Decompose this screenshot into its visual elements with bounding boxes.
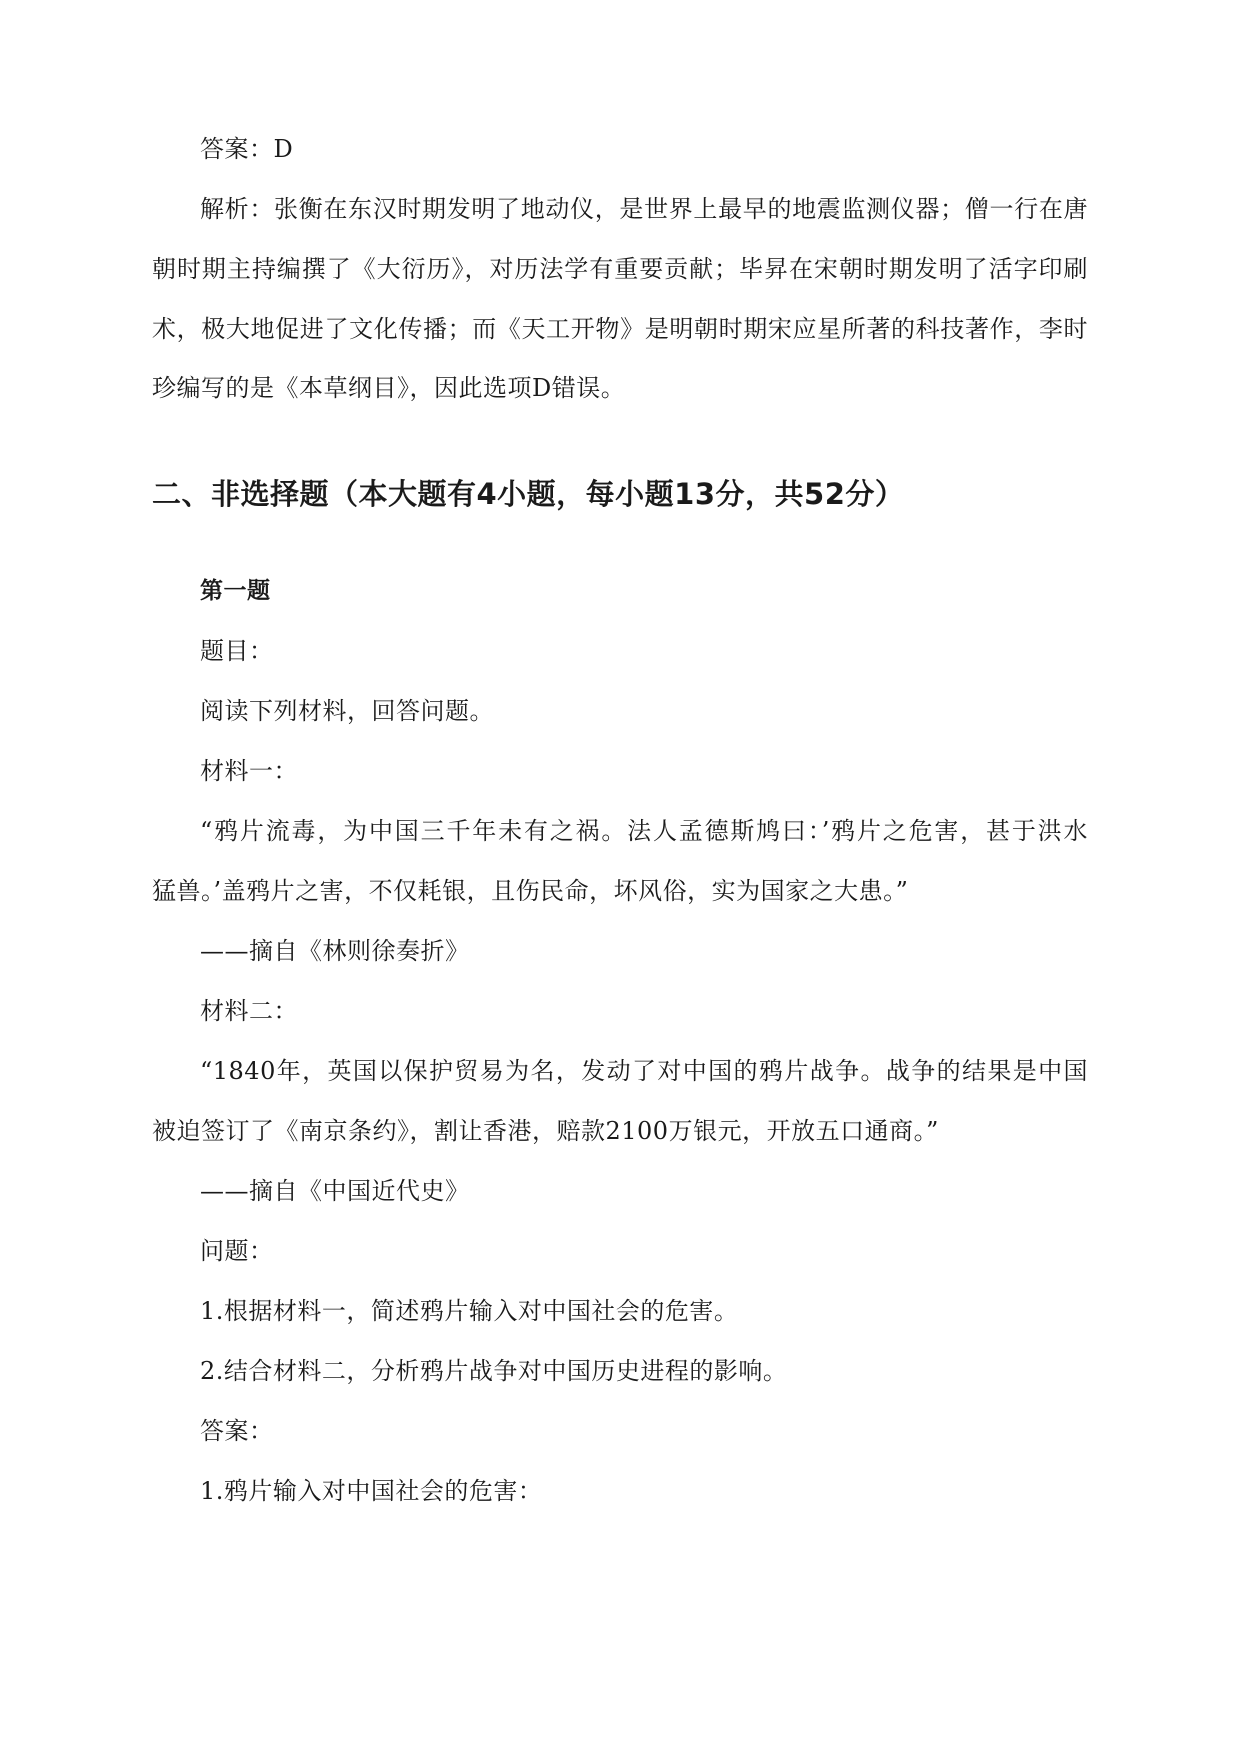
analysis-line-4: 珍编写的是《本草纲目》，因此选项D错误。 (152, 374, 626, 402)
question-1: 1.根据材料一，简述鸦片输入对中国社会的危害。 (200, 1297, 739, 1325)
answer-label: 答案： (200, 1417, 274, 1445)
analysis-line-2: 朝时期主持编撰了《大衍历》，对历法学有重要贡献；毕昇在宋朝时期发明了活字印刷 (152, 255, 1088, 283)
material2-line-1: “1840年，英国以保护贸易为名，发动了对中国的鸦片战争。战争的结果是中国 (200, 1057, 1088, 1085)
material1-line-1: “鸦片流毒，为中国三千年未有之祸。法人孟德斯鸠曰：’鸦片之危害，甚于洪水 (200, 817, 1088, 845)
question-title: 第一题 (200, 578, 271, 604)
material1-line-2: 猛兽。’盖鸦片之害，不仅耗银，且伤民命，坏风俗，实为国家之大患。” (152, 877, 909, 905)
material2-source: ——摘自《中国近代史》 (200, 1177, 470, 1205)
question-2: 2.结合材料二，分析鸦片战争对中国历史进程的影响。 (200, 1357, 788, 1385)
material2-label: 材料二： (200, 997, 298, 1025)
answer-1-heading: 1.鸦片输入对中国社会的危害： (200, 1477, 543, 1505)
material2-line-2: 被迫签订了《南京条约》，割让香港，赔款2100万银元，开放五口通商。” (152, 1117, 939, 1145)
analysis-line-3: 术，极大地促进了文化传播；而《天工开物》是明朝时期宋应星所著的科技著作，李时 (152, 315, 1088, 343)
analysis-line-1: 解析：张衡在东汉时期发明了地动仪，是世界上最早的地震监测仪器；僧一行在唐 (200, 195, 1088, 223)
previous-answer: 答案：D (200, 135, 294, 163)
instruction: 阅读下列材料，回答问题。 (200, 697, 494, 725)
material1-label: 材料一： (200, 757, 298, 785)
material1-source: ——摘自《林则徐奏折》 (200, 937, 470, 965)
section-heading: 二、非选择题（本大题有4小题，每小题13分，共52分） (152, 477, 905, 511)
questions-label: 问题： (200, 1237, 274, 1265)
topic-label: 题目： (200, 637, 274, 665)
